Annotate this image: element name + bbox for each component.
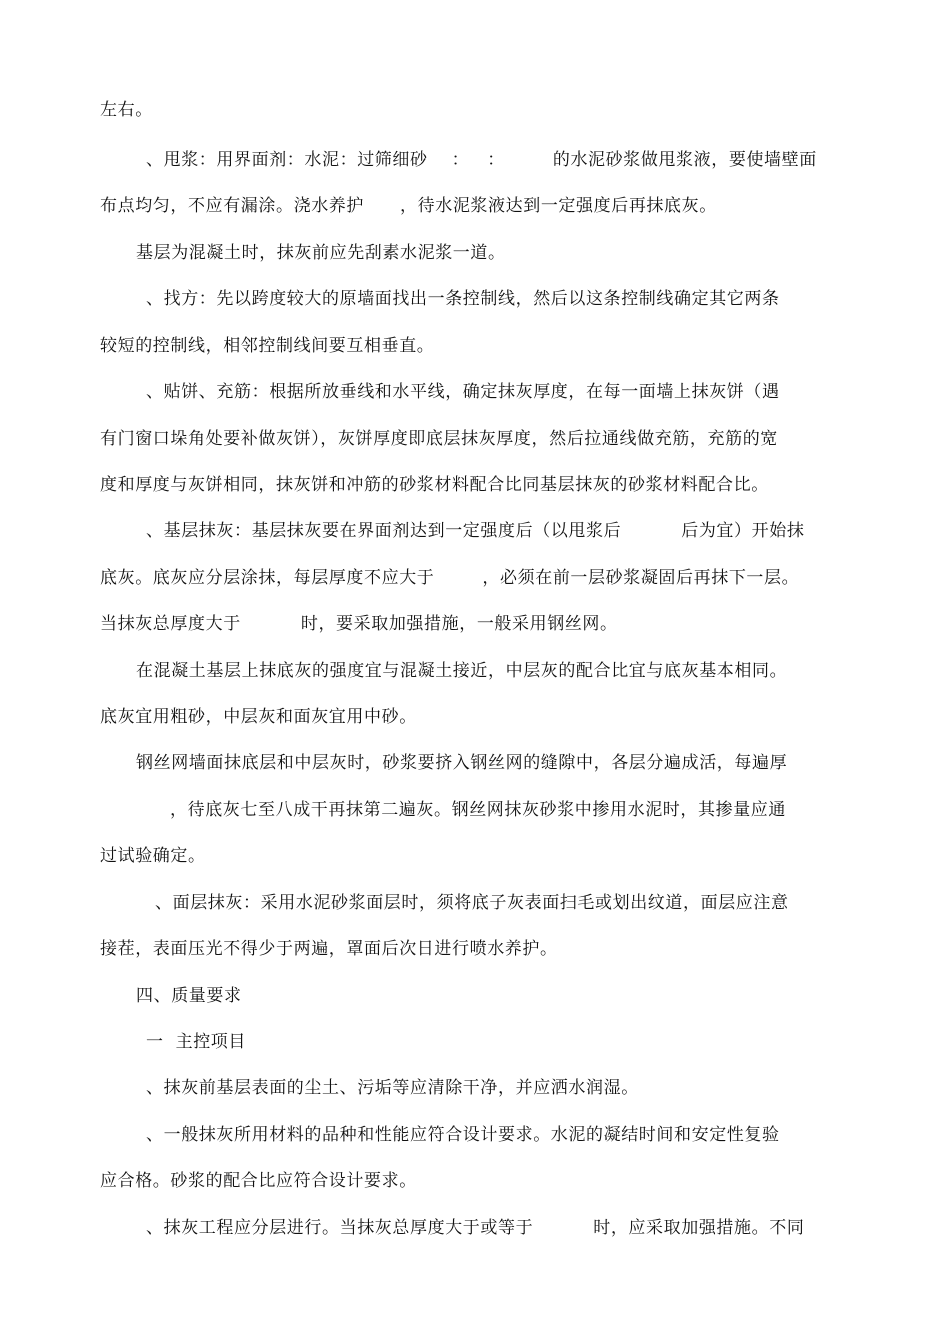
text-line: 、甩浆：用界面剂：水泥：过筛细砂 ： ： 的水泥砂浆做甩浆液，要使墙壁面 bbox=[146, 150, 817, 170]
text-line: 钢丝网墙面抹底层和中层灰时，砂浆要挤入钢丝网的缝隙中，各层分遍成活，每遍厚 bbox=[136, 753, 788, 773]
text-line: 度和厚度与灰饼相同，抹灰饼和冲筋的砂浆材料配合比同基层抹灰的砂浆材料配合比。 bbox=[100, 475, 769, 495]
text-line: 接茬，表面压光不得少于两遍，罩面后次日进行喷水养护。 bbox=[100, 939, 558, 959]
text-line: 当抹灰总厚度大于 时，要采取加强措施，一般采用钢丝网。 bbox=[100, 614, 618, 634]
text-line: 布点均匀，不应有漏涂。浇水养护 ，待水泥浆液达到一定强度后再抹底灰。 bbox=[100, 196, 717, 216]
text-line: 底灰宜用粗砂，中层灰和面灰宜用中砂。 bbox=[100, 707, 417, 727]
text-line: 、贴饼、充筋：根据所放垂线和水平线，确定抹灰厚度，在每一面墙上抹灰饼（遇 bbox=[146, 382, 780, 402]
text-line: 较短的控制线，相邻控制线间要互相垂直。 bbox=[100, 336, 435, 356]
text-line: ，待底灰七至八成干再抹第二遍灰。钢丝网抹灰砂浆中掺用水泥时，其掺量应通 bbox=[170, 800, 786, 820]
text-line: 、抹灰前基层表面的尘土、污垢等应清除干净，并应洒水润湿。 bbox=[146, 1078, 639, 1098]
text-line: 、找方：先以跨度较大的原墙面找出一条控制线，然后以这条控制线确定其它两条 bbox=[146, 289, 780, 309]
text-line: 左右。 bbox=[100, 100, 153, 120]
text-line: 过试验确定。 bbox=[100, 846, 206, 866]
text-line: 应合格。砂浆的配合比应符合设计要求。 bbox=[100, 1171, 417, 1191]
text-line: 、抹灰工程应分层进行。当抹灰总厚度大于或等于 时，应采取加强措施。不同 bbox=[146, 1218, 805, 1238]
section-heading: 四、质量要求 bbox=[136, 986, 242, 1006]
text-line: 、基层抹灰：基层抹灰要在界面剂达到一定强度后（以甩浆后 后为宜）开始抹 bbox=[146, 521, 805, 541]
text-line: 基层为混凝土时，抹灰前应先刮素水泥浆一道。 bbox=[136, 243, 506, 263]
text-line: 底灰。底灰应分层涂抹，每层厚度不应大于 ，必须在前一层砂浆凝固后再抹下一层。 bbox=[100, 568, 800, 588]
text-line: 、一般抹灰所用材料的品种和性能应符合设计要求。水泥的凝结时间和安定性复验 bbox=[146, 1125, 780, 1145]
text-line: 有门窗口垛角处要补做灰饼），灰饼厚度即底层抹灰厚度，然后拉通线做充筋，充筋的宽 bbox=[100, 429, 778, 449]
subsection-heading: 一 主控项目 bbox=[146, 1032, 247, 1052]
text-line: 在混凝土基层上抹底灰的强度宜与混凝土接近，中层灰的配合比宜与底灰基本相同。 bbox=[136, 661, 788, 681]
text-line: 、面层抹灰：采用水泥砂浆面层时，须将底子灰表面扫毛或划出纹道，面层应注意 bbox=[155, 893, 789, 913]
